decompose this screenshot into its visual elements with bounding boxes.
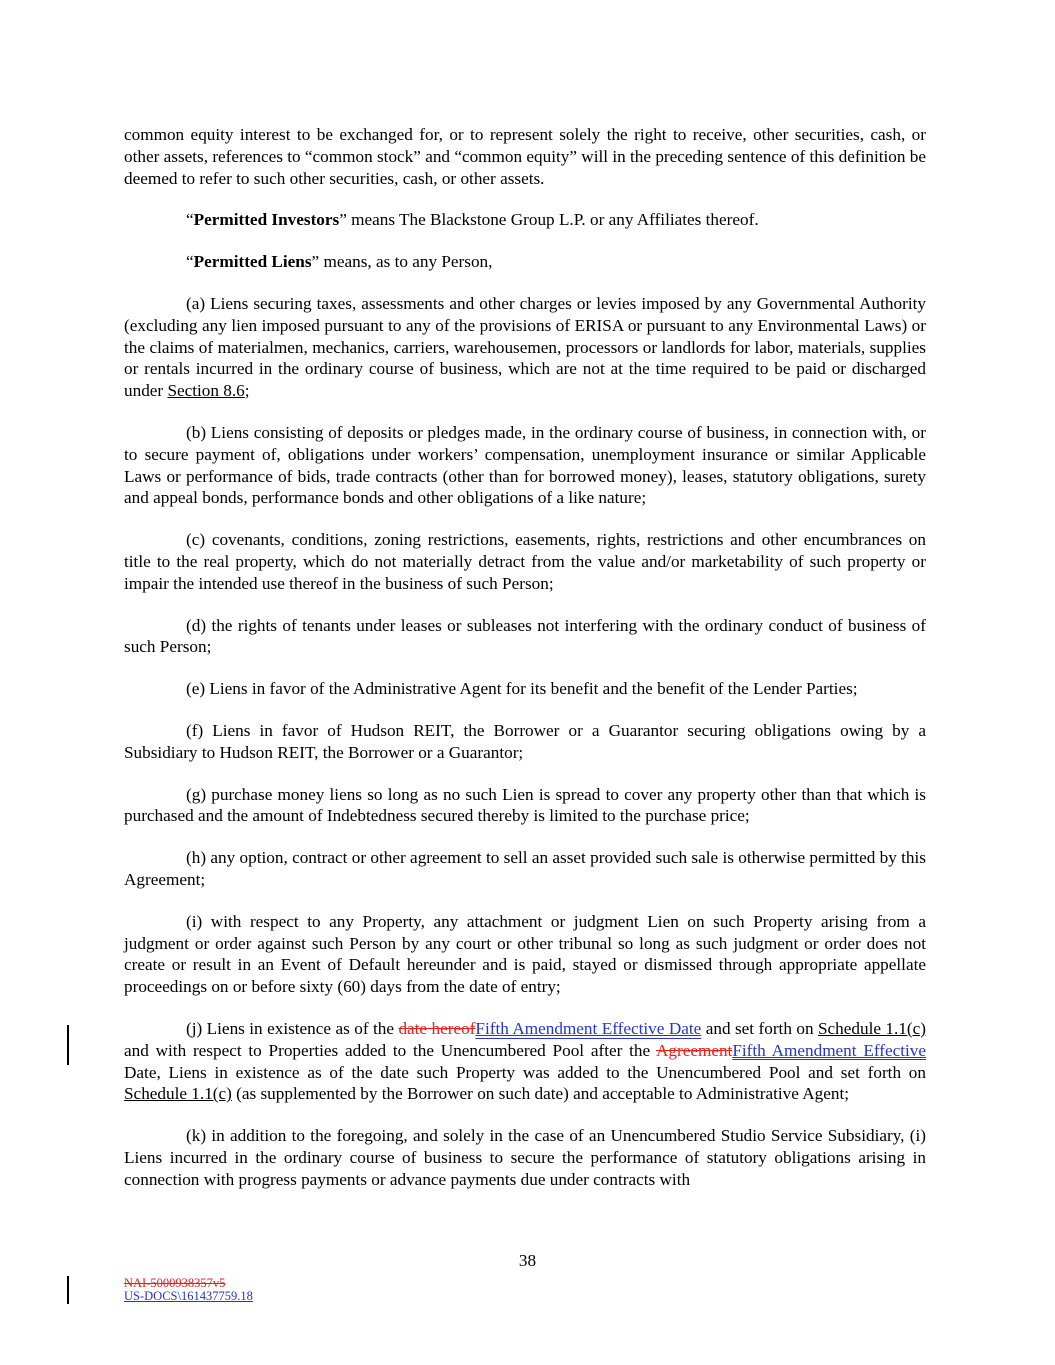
clause-j-text-1: (j) Liens in existence as of the (186, 1018, 399, 1038)
open-quote: “ (186, 210, 194, 230)
definition-text: ” means The Blackstone Group L.P. or any Affiliates thereof. (339, 210, 759, 230)
defined-term-permitted-investors: Permitted Investors (193, 210, 340, 230)
clause-i: (i) with respect to any Property, any attachment or judgment Lien on such Property arising from a judgment or order against such Person by any court or other tribunal so long as such judgment or order does not create or result in an Event of Default hereunder and is paid, stayed or dismissed through appropriate appellate proceedings on or before sixty (60) days from the date of entry; (124, 911, 926, 997)
schedule-reference[interactable]: Schedule 1.1(c) (124, 1084, 232, 1104)
section-reference[interactable]: Section 8.6 (167, 381, 245, 401)
page-number: 38 (518, 1251, 537, 1270)
intro-paragraph: common equity interest to be exchanged for, or to represent solely the right to receive, other securities, cash, or other assets, references to “common stock” and “common equity” will in the preceding sentence of this definition be deemed to refer to such other securities, cash, or other assets. (124, 125, 926, 188)
clause-j-text-2: and set forth on (701, 1018, 818, 1038)
document-id-footer (124, 1277, 253, 1303)
deleted-text: Agreement (655, 1040, 733, 1060)
inserted-document-id: US-DOCS\161437759.18 (124, 1289, 253, 1303)
clause-j-text-3: and with respect to Properties added to the Unencumbered Pool after the (124, 1040, 656, 1060)
clause-h: (h) any option, contract or other agreement to sell an asset provided such sale is otherwise permitted by this Agreement; (124, 848, 926, 889)
definition-text: ” means, as to any Person, (311, 252, 493, 272)
defined-term-permitted-liens: Permitted Liens (193, 252, 312, 272)
open-quote: “ (186, 252, 194, 272)
schedule-reference[interactable]: Schedule 1.1(c) (817, 1018, 926, 1038)
definition-permitted-liens (124, 251, 926, 273)
clause-c: (c) covenants, conditions, zoning restrictions, easements, rights, restrictions and other encumbrances on title to the real property, which do not materially detract from the value and/or marketability of such property or impair the intended use thereof in the business of such Person; (124, 530, 926, 593)
inserted-text: Fifth Amendment Effective (732, 1040, 927, 1060)
clause-e: (e) Liens in favor of the Administrative Agent for its benefit and the benefit of the Lender Parties; (186, 679, 858, 699)
inserted-text: Fifth Amendment Effective Date (475, 1018, 702, 1038)
deleted-document-id: NAI-5000938357v5 (124, 1276, 226, 1290)
clause-k: (k) in addition to the foregoing, and solely in the case of an Unencumbered Studio Service Subsidiary, (i) Liens incurred in the ordinary course of business to secure the performance of statutory obligations arising in connection with progress payments or advance payments due under contracts with (124, 1126, 926, 1189)
clause-a (124, 293, 926, 402)
document-body (124, 124, 926, 1210)
clause-g: (g) purchase money liens so long as no such Lien is spread to cover any property other than that which is purchased and the amount of Indebtedness secured thereby is limited to the purchase price; (124, 784, 926, 826)
definition-permitted-investors (124, 209, 926, 231)
clause-a-end: ; (244, 381, 250, 401)
change-bar-footer (67, 1276, 69, 1304)
clause-a-text: (a) Liens securing taxes, assessments and other charges or levies imposed by any Governmental Authority (excluding any lien imposed pursuant to any of the provisions of ERISA or pursuant to any Environmental Laws) or the claims of materialmen, mechanics, carriers, warehousemen, processors or landlords for labor, materials, supplies or rentals incurred in the ordinary course of business, which are not at the time required to be paid or discharged under (124, 293, 926, 401)
clause-f: (f) Liens in favor of Hudson REIT, the Borrower or a Guarantor securing obligations owing by a Subsidiary to Hudson REIT, the Borrower or a Guarantor; (124, 720, 926, 762)
deleted-text: date hereof (398, 1018, 476, 1038)
clause-j-text-5: (as supplemented by the Borrower on such date) and acceptable to Administrative Agent; (231, 1084, 849, 1104)
change-bar-clause-j (67, 1025, 69, 1065)
clause-b: (b) Liens consisting of deposits or pledges made, in the ordinary course of business, in connection with, or to secure payment of, obligations under workers’ compensation, unemployment insurance or similar Applicable Laws or performance of bids, trade contracts (other than for borrowed money), leases, statutory obligations, surety and appeal bonds, performance bonds and other obligations of a like nature; (124, 422, 926, 508)
clause-j (124, 1018, 926, 1105)
clause-d: (d) the rights of tenants under leases or subleases not interfering with the ordinary conduct of business of such Person; (124, 615, 926, 657)
clause-j-text-4: Date, Liens in existence as of the date such Property was added to the Unencumbered Pool and set forth on (124, 1062, 926, 1082)
